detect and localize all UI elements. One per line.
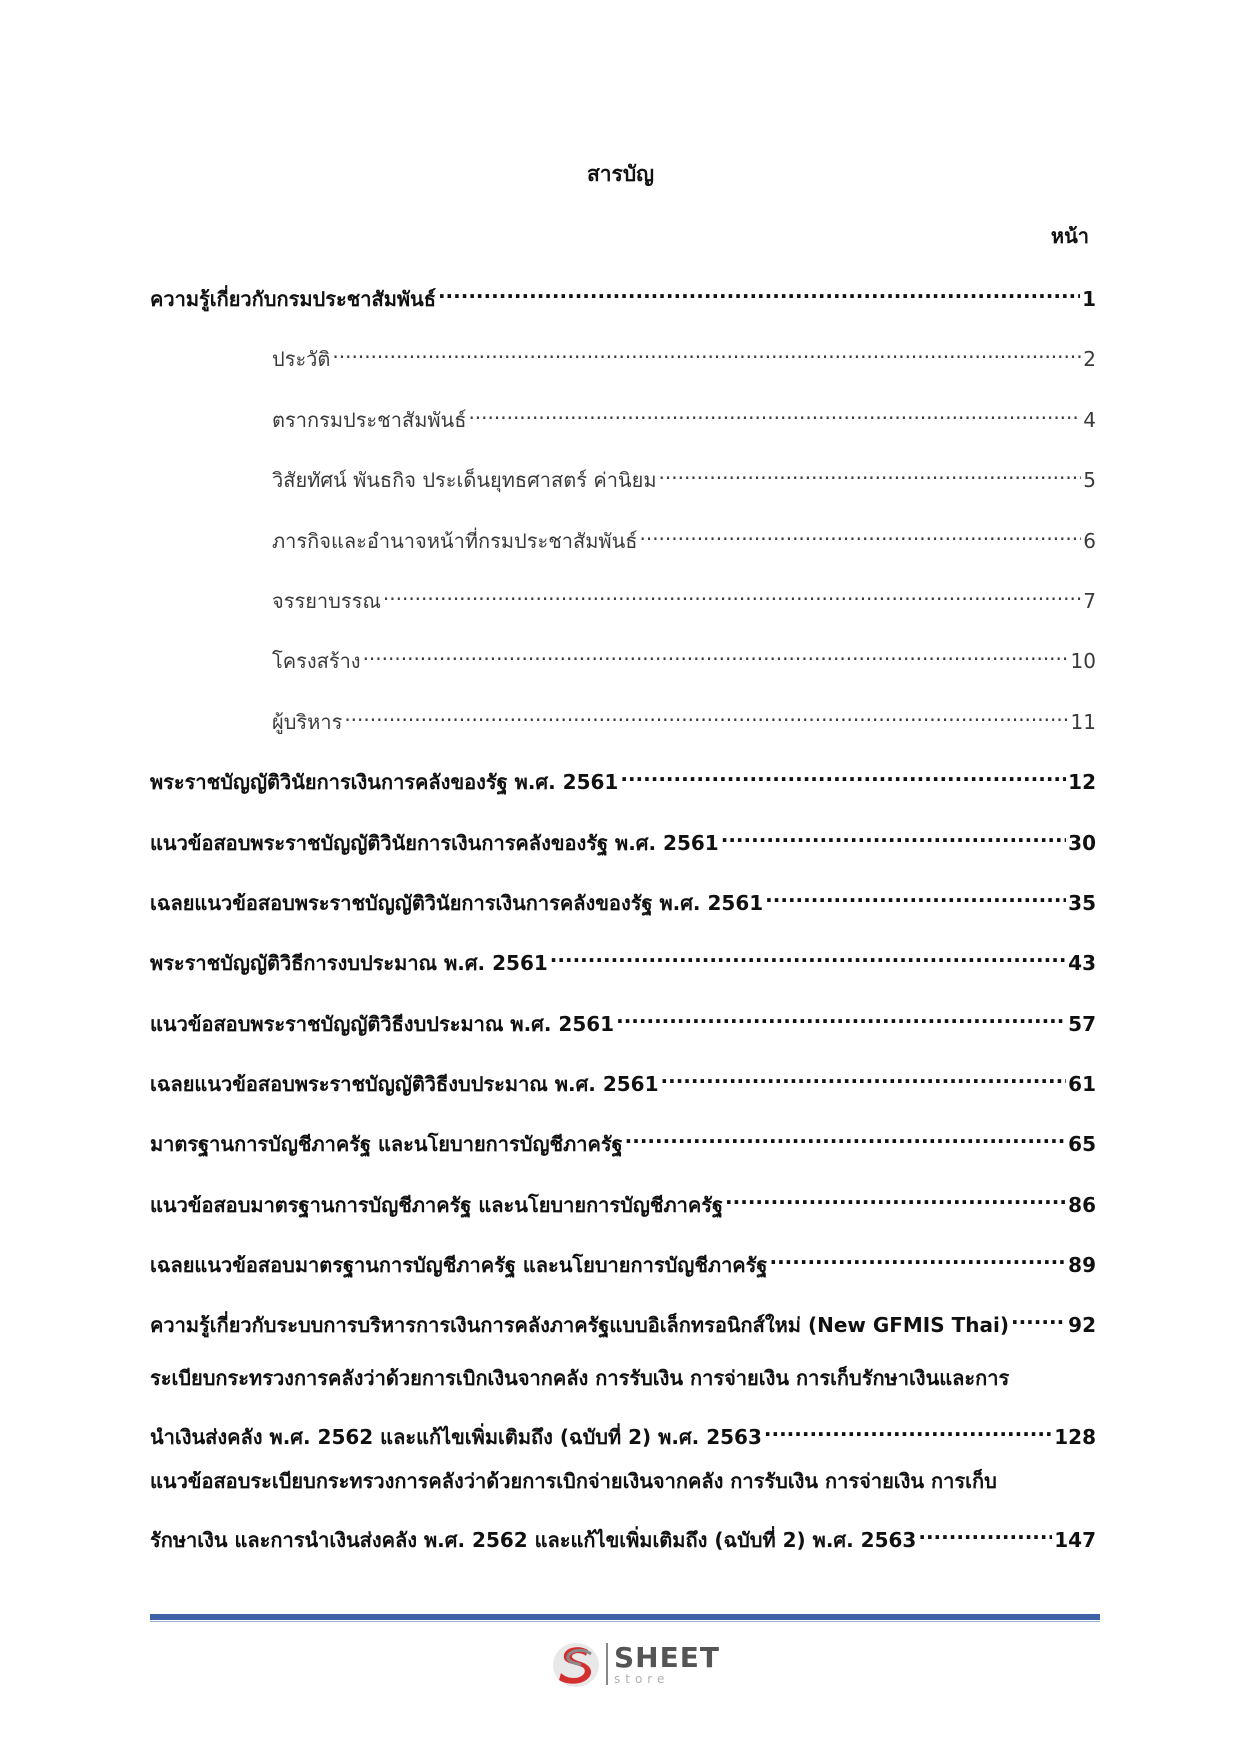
toc-entry-page: 61	[1068, 1072, 1096, 1096]
toc-entry	[150, 820, 1096, 855]
toc-entry-page: 2	[1083, 347, 1096, 371]
toc-entry-line2: รักษาเงิน และการนำเงินส่งคลัง พ.ศ. 2562 และแก้ไขเพิ่มเติมถึง (ฉบับที่ 2) พ.ศ. 2563	[150, 1528, 917, 1552]
toc-entry	[272, 578, 1096, 613]
toc-dot-leader	[383, 578, 1081, 608]
logo-sub: store	[614, 1671, 670, 1686]
toc-entry-page: 30	[1068, 831, 1096, 855]
toc-dot-leader	[620, 759, 1066, 789]
toc-entry-page: 6	[1083, 529, 1096, 553]
toc-entry-label: ผู้บริหาร	[272, 710, 343, 734]
toc-entry	[272, 518, 1096, 553]
toc-dot-leader	[721, 820, 1066, 850]
toc-dot-leader	[344, 699, 1068, 729]
toc-entry-page: 65	[1068, 1132, 1096, 1156]
toc-entry-page: 11	[1070, 710, 1096, 734]
toc-entry-line2: นำเงินส่งคลัง พ.ศ. 2562 และแก้ไขเพิ่มเติมถึง (ฉบับที่ 2) พ.ศ. 2563	[150, 1425, 762, 1449]
toc-entry-page: 7	[1083, 589, 1096, 613]
toc-entry-label: ภารกิจและอำนาจหน้าที่กรมประชาสัมพันธ์	[272, 529, 638, 553]
toc-dot-leader	[625, 1121, 1067, 1151]
toc-dot-leader	[332, 336, 1081, 366]
toc-dot-leader	[363, 638, 1069, 668]
toc-dot-leader	[725, 1182, 1066, 1212]
toc-entry	[272, 336, 1096, 371]
toc-entry	[150, 1061, 1096, 1096]
toc-entry-page: 5	[1083, 468, 1096, 492]
toc-entry-label: มาตรฐานการบัญชีภาครัฐ และนโยบายการบัญชีภาครัฐ	[150, 1132, 623, 1156]
toc-dot-leader	[1011, 1302, 1066, 1332]
toc-entry-label: เฉลยแนวข้อสอบมาตรฐานการบัญชีภาครัฐ และนโยบายการบัญชีภาครัฐ	[150, 1253, 768, 1277]
toc-entry-page: 128	[1054, 1425, 1096, 1449]
toc-entry	[150, 880, 1096, 915]
toc-entry	[150, 1182, 1096, 1217]
toc-entry-page: 1	[1082, 287, 1096, 311]
toc-entry	[150, 1414, 1096, 1449]
toc-entry	[150, 1121, 1096, 1156]
toc-dot-leader	[639, 518, 1081, 548]
toc-entry	[150, 1302, 1096, 1337]
toc-entry-label: พระราชบัญญัติวิธีการงบประมาณ พ.ศ. 2561	[150, 951, 548, 975]
toc-entry-label: วิสัยทัศน์ พันธกิจ ประเด็นยุทธศาสตร์ ค่านิยม	[272, 468, 657, 492]
footer-divider-thin	[150, 1621, 1100, 1622]
sheet-store-logo-mark	[550, 1638, 602, 1690]
toc-entry-line1: ระเบียบกระทรวงการคลังว่าด้วยการเบิกเงินจากคลัง การรับเงิน การจ่ายเงิน การเก็บรักษาเงินและการ	[150, 1366, 1010, 1390]
toc-entry-page: 57	[1068, 1012, 1096, 1036]
logo-word: SHEET	[614, 1640, 720, 1674]
toc-entry-label: เฉลยแนวข้อสอบพระราชบัญญัติวิธีงบประมาณ พ.ศ. 2561	[150, 1072, 659, 1096]
toc-entry-label: จรรยาบรรณ	[272, 589, 381, 613]
toc-entry	[272, 457, 1096, 492]
toc-entry	[272, 699, 1096, 734]
toc-dot-leader	[661, 1061, 1067, 1091]
toc-entry-line1: แนวข้อสอบระเบียบกระทรวงการคลังว่าด้วยการเบิกจ่ายเงินจากคลัง การรับเงิน การจ่ายเงิน การเก็บ	[150, 1469, 997, 1493]
toc-entry-page: 147	[1054, 1528, 1096, 1552]
toc-entry-page: 35	[1068, 891, 1096, 915]
toc-entry-page: 10	[1070, 649, 1096, 673]
page-column-label: หน้า	[1050, 224, 1089, 248]
toc-entry	[150, 759, 1096, 794]
toc-entry-page: 86	[1068, 1193, 1096, 1217]
page-title: สารบัญ	[586, 162, 655, 186]
toc-entry	[150, 1242, 1096, 1277]
toc-dot-leader	[616, 1001, 1066, 1031]
toc-entry-label: แนวข้อสอบพระราชบัญญัติวิธีงบประมาณ พ.ศ. 2561	[150, 1012, 615, 1036]
toc-dot-leader	[468, 397, 1081, 427]
toc-dot-leader	[764, 1414, 1052, 1444]
toc-dot-leader	[659, 457, 1082, 487]
toc-dot-leader	[765, 880, 1066, 910]
toc-dot-leader	[918, 1517, 1052, 1547]
toc-entry	[150, 276, 1096, 311]
toc-entry	[150, 940, 1096, 975]
toc-entry-label: ความรู้เกี่ยวกับระบบการบริหารการเงินการคลังภาครัฐแบบอิเล็กทรอนิกส์ใหม่ (New GFMIS Thai)	[150, 1313, 1009, 1337]
toc-entry-page: 92	[1068, 1313, 1096, 1337]
toc-entry-label: ประวัติ	[272, 347, 331, 371]
footer-divider	[150, 1614, 1100, 1620]
toc-entry	[272, 397, 1096, 432]
toc-entry-page: 4	[1083, 408, 1096, 432]
toc-entry-label: เฉลยแนวข้อสอบพระราชบัญญัติวินัยการเงินการคลังของรัฐ พ.ศ. 2561	[150, 891, 764, 915]
toc-entry-label: พระราชบัญญัติวินัยการเงินการคลังของรัฐ พ.ศ. 2561	[150, 770, 619, 794]
toc-entry-page: 89	[1068, 1253, 1096, 1277]
toc-entry-label: แนวข้อสอบพระราชบัญญัติวินัยการเงินการคลังของรัฐ พ.ศ. 2561	[150, 831, 719, 855]
toc-dot-leader	[769, 1242, 1066, 1272]
sheet-store-logo	[550, 1636, 730, 1692]
toc-entry	[150, 1001, 1096, 1036]
toc-entry-label: ความรู้เกี่ยวกับกรมประชาสัมพันธ์	[150, 287, 436, 311]
toc-entry	[272, 638, 1096, 673]
toc-entry-page: 12	[1068, 770, 1096, 794]
toc-entry	[150, 1517, 1096, 1552]
toc-dot-leader	[550, 940, 1066, 970]
toc-entry-label: โครงสร้าง	[272, 649, 361, 673]
toc-entry-page: 43	[1068, 951, 1096, 975]
logo-separator	[606, 1643, 608, 1685]
toc-entry-label: ตรากรมประชาสัมพันธ์	[272, 408, 467, 432]
toc-entry-label: แนวข้อสอบมาตรฐานการบัญชีภาครัฐ และนโยบายการบัญชีภาครัฐ	[150, 1193, 724, 1217]
toc-dot-leader	[438, 276, 1080, 306]
